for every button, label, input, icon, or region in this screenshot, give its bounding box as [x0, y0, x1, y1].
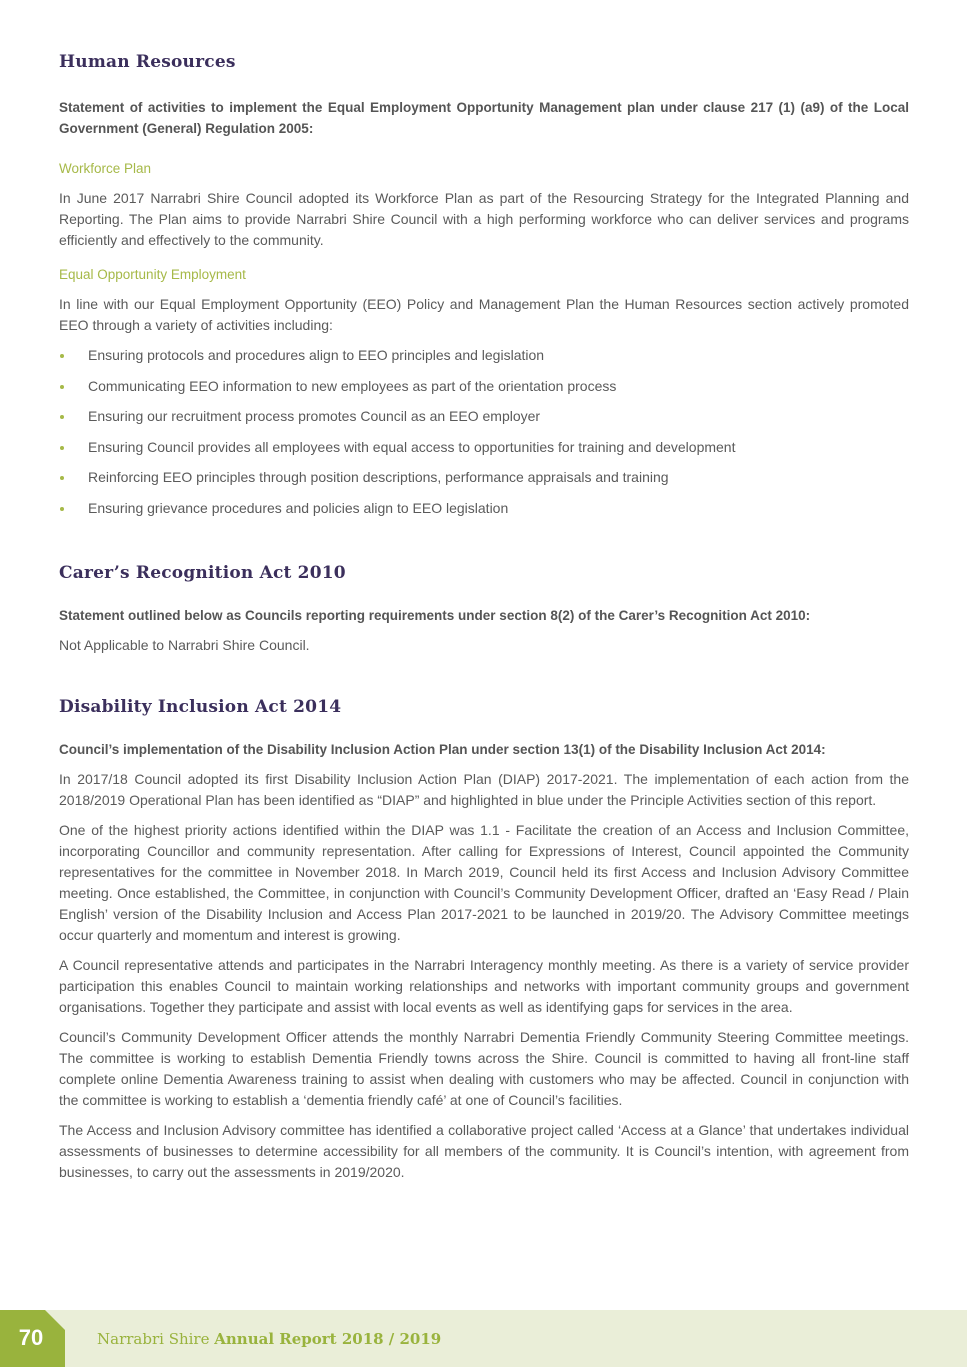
- workforce-plan-text: In June 2017 Narrabri Shire Council adopted its Workforce Plan as part of the Resourcing Strategy for the Integrated Planning and Reporting. The Plan aims to provide Narrabri Shire Council with a high performing workforce who can deliver services and programs efficiently and effectively to the community.: [59, 190, 909, 248]
- bullet-dot-icon: [60, 507, 64, 511]
- bullet-dot-icon: [60, 476, 64, 480]
- list-item-text: Ensuring Council provides all employees with equal access to opportunities for training and development: [88, 438, 736, 455]
- eeo-activities-list: [59, 345, 909, 519]
- list-item: [59, 406, 909, 427]
- list-item: [59, 376, 909, 397]
- workforce-plan-subheading: Workforce Plan: [59, 161, 152, 176]
- hr-statement: Statement of activities to implement the Equal Employment Opportunity Management plan under clause 217 (1) (a9) of the Local Government (General) Regulation 2005:: [59, 100, 909, 136]
- list-item: [59, 437, 909, 458]
- list-item: [59, 498, 909, 519]
- carers-heading: Carer’s Recognition Act 2010: [59, 562, 346, 583]
- carers-statement: Statement outlined below as Councils reporting requirements under section 8(2) of the Carer’s Recognition Act 2010:: [59, 607, 811, 623]
- list-item-text: Reinforcing EEO principles through position descriptions, performance appraisals and training: [88, 469, 669, 485]
- disability-heading: Disability Inclusion Act 2014: [59, 696, 342, 717]
- bullet-dot-icon: [60, 385, 64, 389]
- bullet-dot-icon: [60, 415, 64, 419]
- hr-heading: Human Resources: [59, 52, 236, 72]
- page-number: 70: [18, 1325, 44, 1350]
- list-item-text: Communicating EEO information to new employees as part of the orientation process: [88, 377, 617, 394]
- disability-paragraph: Council’s Community Development Officer attends the monthly Narrabri Dementia Friendly Community Steering Committee meetings. The committee is working to establish Dementia Friendly towns across the Shire. Council is committed to having all front-line staff complete online Dementia Awareness training to assist when dealing with customers who may be affected. Council in conjunction with the committee is working to establish a ‘dementia friendly café’ at one of Council’s facilities.: [59, 1028, 909, 1108]
- eeo-text: In line with our Equal Employment Opportunity (EEO) Policy and Management Plan the Human Resources section actively promoted EEO through a variety of activities including:: [59, 296, 909, 333]
- disability-paragraph: One of the highest priority actions identified within the DIAP was 1.1 - Facilitate the creation of an Access and Inclusion Committee, incorporating Councillor and community representation. After calling for Expressions of Interest, Council appointed the Community representatives for the committee in November 2018. In March 2019, Council held its first Access and Inclusion Advisory Committee meeting. Once established, the Committee, in conjunction with Council’s Community Development Officer, drafted an ‘Easy Read / Plain English’ version of the Disability Inclusion and Access Plan 2017-2021 to be launched in 2019/20. The Advisory Committee meetings occur quarterly and momentum and interest is growing.: [59, 821, 909, 943]
- disability-paragraph: The Access and Inclusion Advisory committee has identified a collaborative project called ‘Access at a Glance’ that undertakes individual assessments of businesses to determine accessibility for all members of the community. It is Council’s intention, with agreement from businesses, to carry out the assessments in 2019/2020.: [59, 1121, 909, 1180]
- list-item: [59, 467, 909, 488]
- list-item: [59, 345, 909, 366]
- footer-title-bold: Annual Report 2018 / 2019: [214, 1330, 442, 1348]
- page-content: [59, 52, 909, 1183]
- eeo-subheading: Equal Opportunity Employment: [59, 267, 246, 282]
- list-item-text: Ensuring grievance procedures and policies align to EEO legislation: [88, 499, 509, 516]
- footer-title-light: Narrabri Shire: [97, 1330, 210, 1348]
- disability-paragraph: A Council representative attends and participates in the Narrabri Interagency monthly meeting. As there is a variety of service provider participation this enables Council to maintain working relationships and networks with important community groups and government organisations. Together they participate and assist with local events as well as identifying gaps for services in the area.: [59, 956, 909, 1015]
- list-item-text: Ensuring our recruitment process promotes Council as an EEO employer: [88, 408, 541, 424]
- footer-title: [97, 1330, 441, 1348]
- list-item-text: Ensuring protocols and procedures align to EEO principles and legislation: [88, 347, 545, 363]
- bullet-dot-icon: [60, 354, 64, 358]
- bullet-dot-icon: [60, 446, 64, 450]
- disability-statement: Council’s implementation of the Disability Inclusion Action Plan under section 13(1) of the Disability Inclusion Act 2014:: [59, 741, 826, 757]
- carers-text: Not Applicable to Narrabri Shire Council.: [59, 636, 310, 653]
- disability-paragraph: In 2017/18 Council adopted its first Disability Inclusion Action Plan (DIAP) 2017-2021. The implementation of each action from the 2018/2019 Operational Plan has been identified as “DIAP” and highlighted in blue under the Principle Activities section of this report.: [59, 770, 909, 808]
